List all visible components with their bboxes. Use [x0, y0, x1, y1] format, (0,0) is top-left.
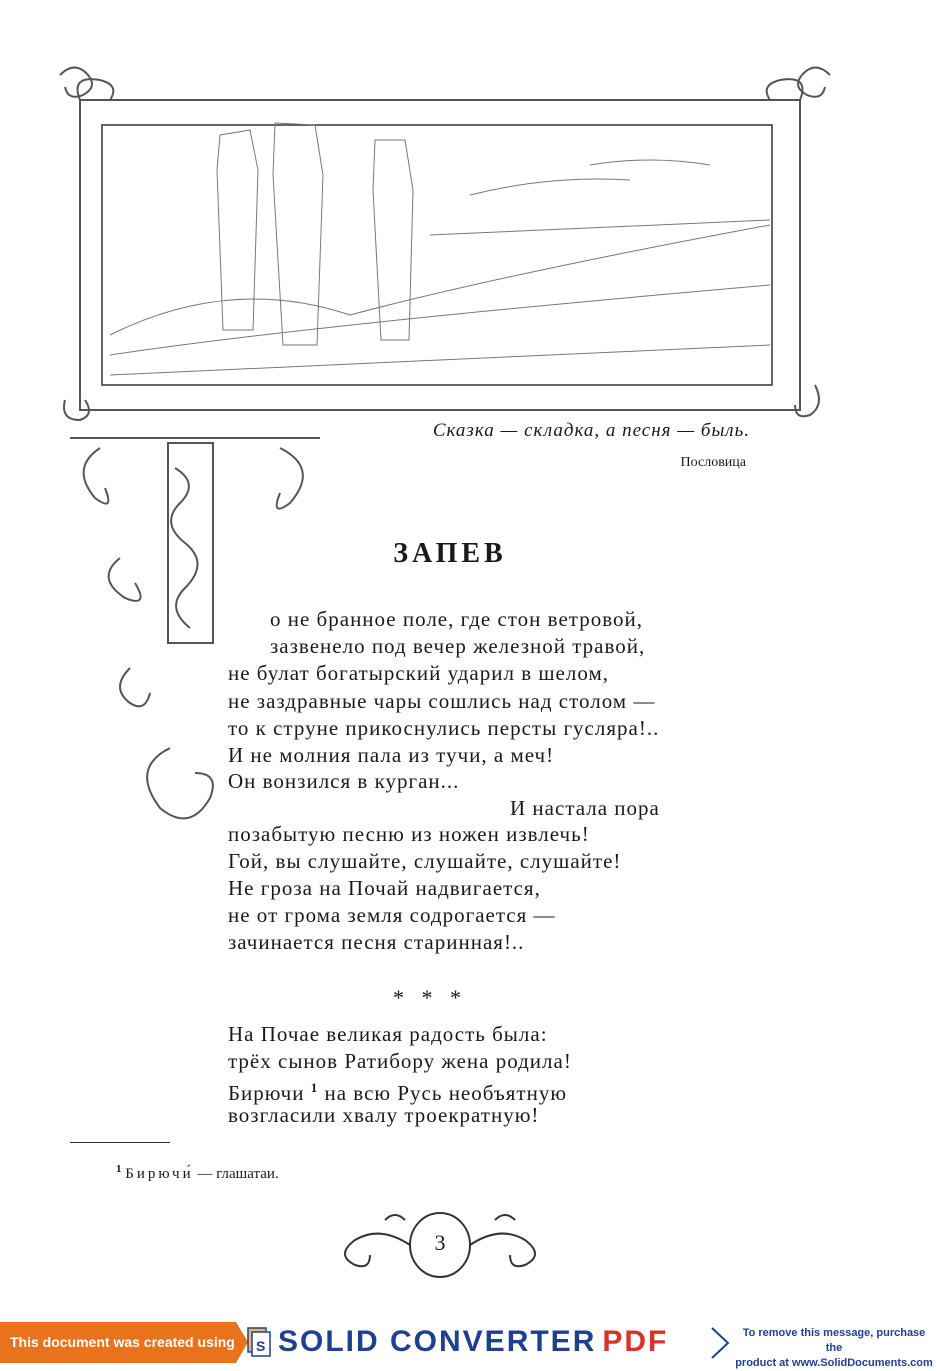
verse-line: зачинается песня старинная!..: [228, 930, 525, 954]
verse-line: И не молния пала из тучи, а меч!: [228, 743, 555, 767]
banner-purchase-line1: To remove this message, purchase the: [742, 1327, 926, 1354]
logo-pdf: PDF: [602, 1325, 669, 1358]
verse-line: зазвенело под вечер железной травой,: [270, 634, 646, 658]
verse-line: позабытую песню из ножен извлечь!: [228, 822, 590, 846]
footnote-marker: 1: [310, 1080, 319, 1095]
page-number: 3: [434, 1230, 446, 1255]
idol-pillar-2: [273, 123, 323, 345]
verse-line: о не бранное поле, где стон ветровой,: [270, 607, 643, 631]
verse-line: не от грома земля содрогается —: [228, 903, 556, 927]
epigraph-text: Сказка — складка, а песня — быль.: [432, 420, 750, 441]
drop-cap-swirl: [147, 748, 213, 818]
idol-pillar-1: [217, 130, 258, 330]
section-divider-stars: * * *: [393, 985, 467, 1010]
verse-line: трёх сынов Ратибору жена родила!: [228, 1049, 572, 1073]
verse-line: На Почае великая радость была:: [228, 1022, 548, 1046]
banner-purchase-line2: product at www.SolidDocuments.com: [735, 1357, 933, 1369]
verse-term: Бирючи: [228, 1081, 305, 1105]
epigraph-source: Пословица: [680, 455, 746, 470]
verse-line: Он вонзился в курган...: [228, 769, 460, 793]
poem-title: ЗАПЕВ: [393, 538, 507, 569]
verse-line: возгласили хвалу троекратную!: [228, 1103, 540, 1127]
verse-line: Гой, вы слушайте, слушайте, слушайте!: [228, 849, 622, 873]
frame-corner-flourish-tl: [60, 68, 92, 97]
verse-line: то к струне прикоснулись персты гусляра!..: [228, 716, 660, 740]
frame-corner-flourish-br: [795, 385, 819, 416]
illustration-idols-landscape: [50, 55, 840, 425]
illustration-frame: [80, 100, 800, 410]
verse-line: не булат богатырский ударил в шелом,: [228, 661, 609, 685]
banner-created-using: This document was created using: [0, 1322, 236, 1363]
verse-line: И настала пора: [510, 796, 660, 820]
verse-text: на всю Русь необъятную: [324, 1081, 568, 1105]
footnote-rule: [70, 1142, 170, 1143]
verse-line: Не гроза на Почай надвигается,: [228, 876, 541, 900]
footnote-number: 1: [116, 1163, 122, 1175]
footnote-term: Бирючи́: [125, 1166, 194, 1182]
svg-text:S: S: [256, 1338, 266, 1354]
logo-wordmark: SOLID CONVERTER: [278, 1325, 597, 1358]
footnote: [116, 1163, 279, 1183]
solid-converter-logo[interactable]: [278, 1324, 668, 1360]
footnote-definition: — глашатаи.: [197, 1166, 279, 1182]
chevron-right-icon: [710, 1326, 732, 1360]
verse-line: не заздравные чары сошлись над столом —: [228, 689, 656, 713]
idol-pillar-3: [373, 140, 413, 340]
banner-purchase-message[interactable]: [734, 1326, 934, 1371]
drop-cap-stem: [168, 443, 213, 643]
solid-converter-logo-icon: [246, 1326, 272, 1358]
